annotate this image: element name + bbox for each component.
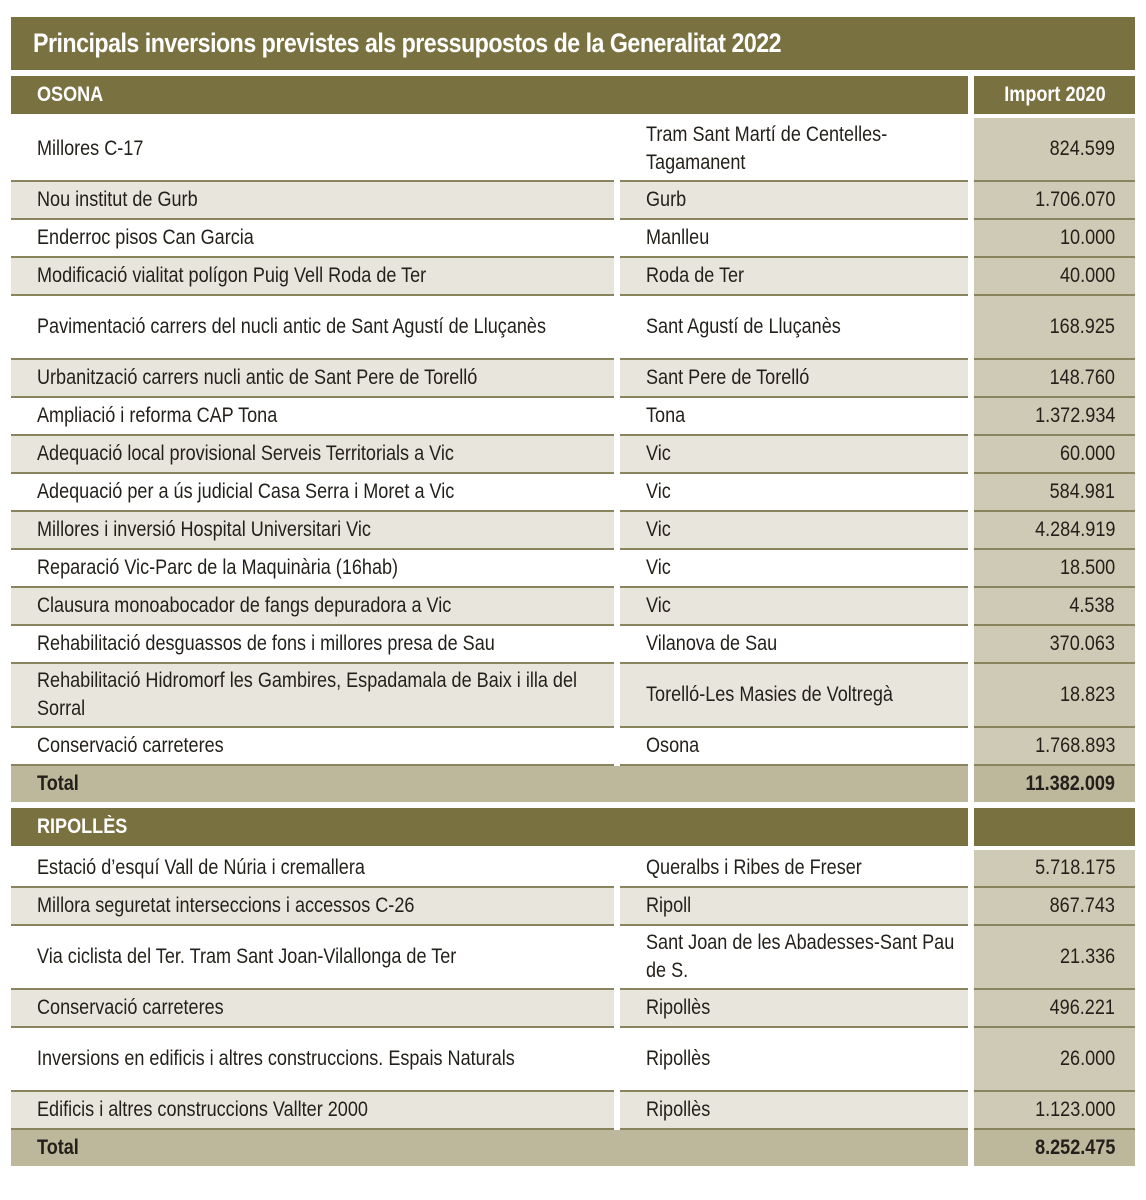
project-amount: 370.063: [1049, 632, 1116, 655]
project-name: Conservació carreteres: [37, 734, 224, 757]
project-location: Vic: [646, 480, 671, 503]
project-amount: 4.284.919: [1034, 518, 1116, 541]
project-name: Modificació vialitat polígon Puig Vell Roda de Ter: [37, 264, 427, 287]
table-row: [11, 727, 1135, 765]
project-location: Ripollès: [646, 1047, 711, 1070]
table-row: [11, 181, 1135, 219]
project-name: Rehabilitació desguassos de fons i millores presa de Sau: [37, 632, 495, 655]
project-name: Adequació per a ús judicial Casa Serra i Moret a Vic: [37, 480, 455, 503]
project-location: Manlleu: [646, 226, 710, 249]
table-row: [11, 848, 1135, 887]
project-amount: 584.981: [1049, 480, 1116, 503]
table-row: [11, 359, 1135, 397]
project-amount: 18.500: [1059, 556, 1116, 579]
project-name: Via ciclista del Ter. Tram Sant Joan-Vilallonga de Ter: [37, 945, 457, 968]
total-label: Total: [37, 772, 79, 795]
project-name: Pavimentació carrers del nucli antic de Sant Agustí de Lluçanès: [37, 315, 546, 338]
project-amount: 1.123.000: [1034, 1098, 1116, 1121]
project-location: Vic: [646, 594, 671, 617]
total-amount: 11.382.009: [1025, 772, 1116, 795]
project-amount: 1.372.934: [1034, 404, 1116, 427]
table-row: [11, 587, 1135, 625]
project-name: Rehabilitació Hidromorf les Gambires, Espadamala de Baix i illa del Sorral: [37, 669, 578, 720]
table-row: [11, 511, 1135, 549]
project-name: Urbanització carrers nucli antic de Sant Pere de Torelló: [37, 366, 478, 389]
project-location: Roda de Ter: [646, 264, 745, 287]
total-label: Total: [37, 1136, 79, 1159]
project-location: Sant Pere de Torelló: [646, 366, 810, 389]
project-name: Adequació local provisional Serveis Territorials a Vic: [37, 442, 454, 465]
project-amount: 5.718.175: [1034, 856, 1116, 879]
total-row-osona: [11, 765, 1135, 805]
table-title-bar: [11, 17, 1135, 70]
project-name: Ampliació i reforma CAP Tona: [37, 404, 278, 427]
table-row: [11, 435, 1135, 473]
project-amount: 867.743: [1049, 894, 1116, 917]
table-row: [11, 625, 1135, 663]
project-amount: 824.599: [1049, 137, 1116, 160]
project-location: Osona: [646, 734, 700, 757]
table-title: Principals inversions previstes als pressupostos de la Generalitat 2022: [33, 28, 782, 58]
project-location: Vic: [646, 442, 671, 465]
project-amount: 4.538: [1069, 594, 1116, 617]
project-location: Gurb: [646, 188, 687, 211]
table-row: [11, 1027, 1135, 1091]
project-amount: 60.000: [1059, 442, 1116, 465]
table-row: [11, 397, 1135, 435]
investments-table: [11, 76, 1135, 1172]
project-location: Sant Agustí de Lluçanès: [646, 315, 841, 338]
project-name: Clausura monoabocador de fangs depuradora a Vic: [37, 594, 452, 617]
table-row: [11, 989, 1135, 1027]
section-header-osona: [11, 76, 1135, 116]
project-amount: 496.221: [1049, 996, 1116, 1019]
amount-column-header: Import 2020: [1003, 83, 1106, 106]
project-name: Millora seguretat interseccions i accessos C-26: [37, 894, 415, 917]
project-name: Estació d’esquí Vall de Núria i cremallera: [37, 856, 365, 879]
project-location: Torelló-Les Masies de Voltregà: [646, 683, 893, 706]
project-amount: 1.768.893: [1034, 734, 1116, 757]
project-name: Edificis i altres construccions Vallter 2000: [37, 1098, 368, 1121]
project-amount: 148.760: [1049, 366, 1116, 389]
table-row: [11, 473, 1135, 511]
project-name: Enderroc pisos Can Garcia: [37, 226, 254, 249]
table-row: [11, 549, 1135, 587]
project-location: Vilanova de Sau: [646, 632, 778, 655]
project-amount: 168.925: [1049, 315, 1116, 338]
project-amount: 21.336: [1059, 945, 1116, 968]
section-name: OSONA: [37, 83, 104, 106]
investments-table-container: [11, 17, 1135, 1172]
project-location: Ripoll: [646, 894, 692, 917]
project-name: Millores i inversió Hospital Universitari Vic: [37, 518, 371, 541]
project-location: Ripollès: [646, 996, 711, 1019]
table-row: [11, 257, 1135, 295]
project-name: Conservació carreteres: [37, 996, 224, 1019]
project-location: Tona: [646, 404, 686, 427]
project-name: Inversions en edificis i altres construccions. Espais Naturals: [37, 1047, 515, 1070]
section-name: RIPOLLÈS: [37, 815, 128, 838]
table-row: [11, 219, 1135, 257]
project-location: Vic: [646, 556, 671, 579]
project-location: Queralbs i Ribes de Freser: [646, 856, 862, 879]
section-header-ripolles: [11, 805, 1135, 848]
table-row: [11, 295, 1135, 359]
project-amount: 10.000: [1059, 226, 1116, 249]
total-row-ripolles: [11, 1129, 1135, 1169]
table-row: [11, 925, 1135, 989]
table-row: [11, 887, 1135, 925]
project-amount: 26.000: [1059, 1047, 1116, 1070]
project-amount: 1.706.070: [1034, 188, 1116, 211]
project-name: Nou institut de Gurb: [37, 188, 198, 211]
project-amount: 40.000: [1059, 264, 1116, 287]
table-row: [11, 116, 1135, 181]
project-location: Vic: [646, 518, 671, 541]
project-location: Tram Sant Martí de Centelles-Tagamanent: [646, 123, 888, 174]
project-location: Ripollès: [646, 1098, 711, 1121]
table-row: [11, 663, 1135, 727]
project-name: Millores C-17: [37, 137, 144, 160]
project-location: Sant Joan de les Abadesses-Sant Pau de S.: [646, 931, 955, 982]
table-row: [11, 1091, 1135, 1129]
project-amount: 18.823: [1059, 683, 1116, 706]
project-name: Reparació Vic-Parc de la Maquinària (16hab): [37, 556, 399, 579]
total-amount: 8.252.475: [1034, 1136, 1116, 1159]
